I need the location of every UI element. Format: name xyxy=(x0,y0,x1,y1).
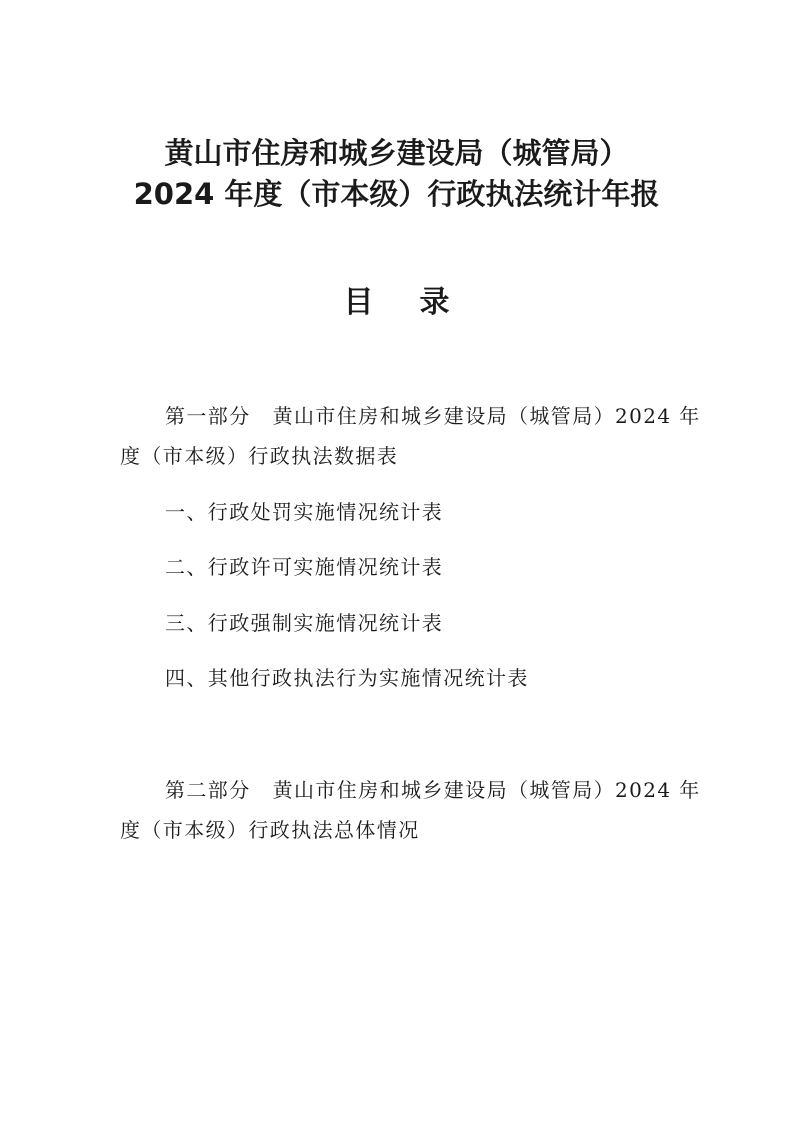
toc-part-one-label: 第一部分 xyxy=(165,404,251,428)
toc-part-one-title-line-2: 度（市本级）行政执法数据表 xyxy=(120,444,399,468)
toc-part-one-title-line-1: 黄山市住房和城乡建设局（城管局）2024 年 xyxy=(272,404,701,428)
toc-item-enforcement: 三、行政强制实施情况统计表 xyxy=(165,611,444,635)
document-title-line-1: 黄山市住房和城乡建设局（城管局） xyxy=(164,136,629,170)
toc-part-two-title-line-2: 度（市本级）行政执法总体情况 xyxy=(120,818,420,842)
toc-part-two-title-line-1: 黄山市住房和城乡建设局（城管局）2024 年 xyxy=(272,778,701,802)
toc-heading: 目录 xyxy=(343,285,496,320)
toc-part-two-heading xyxy=(165,780,701,800)
document-title-line-2: 2024 年度（市本级）行政执法统计年报 xyxy=(133,177,660,211)
toc-item-license: 二、行政许可实施情况统计表 xyxy=(165,555,444,579)
toc-item-other: 四、其他行政执法行为实施情况统计表 xyxy=(165,666,529,690)
toc-part-two-label: 第二部分 xyxy=(165,778,251,802)
toc-item-penalty: 一、行政处罚实施情况统计表 xyxy=(165,500,444,524)
toc-part-one-heading xyxy=(165,406,701,426)
